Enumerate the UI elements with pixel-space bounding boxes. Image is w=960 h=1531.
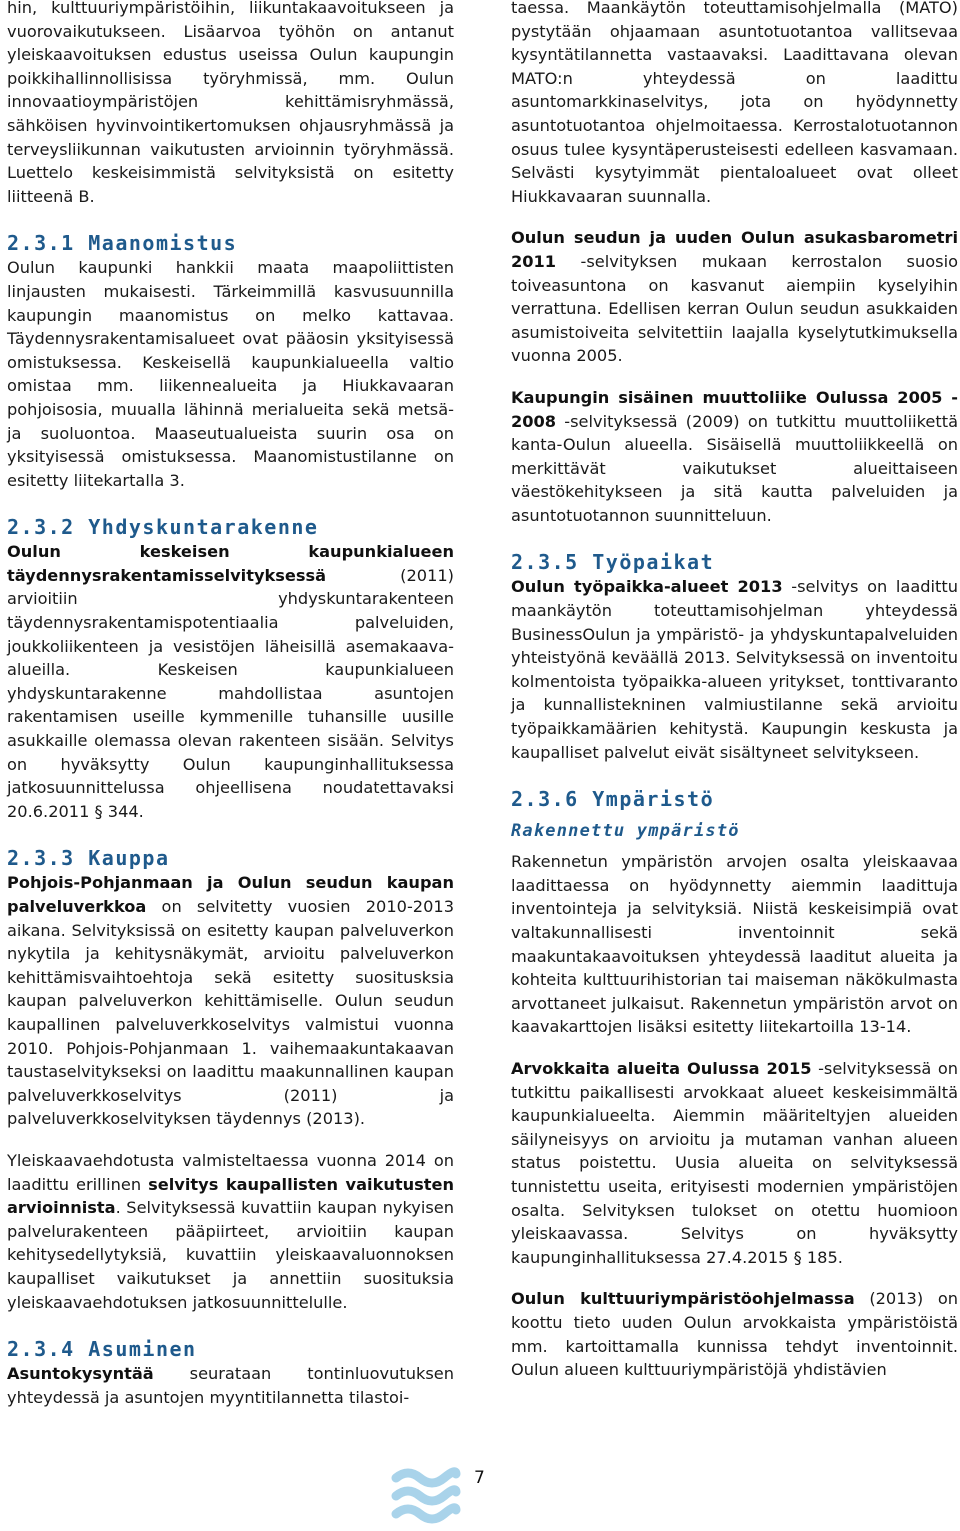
report-title: selvitys kaupallisten vaikutusten arvioinnista — [7, 1174, 454, 1218]
wave-line — [396, 1490, 456, 1501]
report-title: Oulun keskeisen kaupunkialueen täydennysrakentamisselvityksessä — [7, 542, 454, 585]
wave-line — [396, 1472, 456, 1483]
paragraph-kulttuuriymparisto: Oulun kulttuuriympäristöohjelmassa (2013) on koottu tieto uuden Oulun arvokkaista ympäristöistä mm. kartoittamalla kunnissa tehdyt inventoinnit. Oulun alueen kulttuuriympäristöjä yhdistävien — [511, 1289, 958, 1380]
wave-lines — [396, 1472, 456, 1519]
paragraph-maanomistus: Oulun kaupunki hankkii maata maapoliittisten linjausten mukaisesti. Tärkeimmillä kasvusuunnilla kaupungin maanomistus on melko kattavaa. Täydennysrakentamisalueet ovat pääosin yksityisessä omistuksessa. Keskeisellä kaupunkialueella valtio omistaa mm. liikennealueita ja Hiukkavaaran pohjoisosia, muualla lähinnä merialueita sekä metsä- ja suoluontoa. Maaseutualueista suurin osa on yksityisessä omistuksessa. Maanomistustilanne on esitetty liitekartalla 3. — [7, 258, 454, 490]
heading-yhdyskuntarakenne: 2.3.2 Yhdyskuntarakenne — [7, 515, 319, 540]
wave-logo-icon — [390, 1466, 462, 1526]
paragraph-asukasbarometri: Oulun seudun ja uuden Oulun asukasbarometri 2011 -selvityksen mukaan kerrostalon suosio toiveasuntona on kasvanut aiempiin kyselyihin verrattuna. Edellisen kerran Oulun seudun asukkaiden asumistoiveita selvitettiin laajalla kyselytutkimuksella vuonna 2005. — [511, 228, 958, 366]
heading-kauppa: 2.3.3 Kauppa — [7, 846, 170, 871]
paragraph-muuttoliike: Kaupungin sisäinen muuttoliike Oulussa 2005 - 2008 -selvityksessä (2009) on tutkittu muuttoliikettä kanta-Oulun alueella. Sisäisellä muuttoliikkeellä on merkittävät vaikutukset alueittaiseen väestökehitykseen ja sitä kautta palveluiden ja asuntotuotannon suunnitteluun. — [511, 387, 958, 525]
report-title: Oulun kulttuuriympäristöohjelmassa — [511, 1289, 855, 1309]
paragraph-tyopaikat: Oulun työpaikka-alueet 2013 -selvitys on laadittu maankäytön toteuttamisohjelman yhteydessä BusinessOulun ja ympäristö- ja yhdyskuntapalveluiden yhteistyönä keväällä 2013. Selvityksessä on inventoitu kolmentoista työpaikka-alueen yritykset, tonttivaranto ja kunnallistekninen valmiustilanne sekä arvioitu työpaikkamäärien kehitystä. Kaupungin keskusta ja kaupalliset palvelut eivät sisältyneet selvitykseen. — [511, 577, 958, 762]
paragraph-kauppa-2: Yleiskaavaehdotusta valmisteltaessa vuonna 2014 on laadittu erillinen selvitys kaupallisten vaikutusten arvioinnista. Selvityksessä kuvattiin kaupan nykyisen palvelurakenteen pääpiirteet, arvioitiin kaupan kehitysedellytyksiä, kuvattiin yleiskaavaluonnoksen kaupalliset vaikutukset ja annettiin suosituksia yleiskaavaehdotuksen jatkosuunnittelulle. — [7, 1150, 454, 1312]
heading-ymparisto: 2.3.6 Ympäristö — [511, 787, 715, 812]
paragraph-rakennettu-ymparisto: Rakennetun ympäristön arvojen osalta yleiskaavaa laadittaessa on hyödynnetty aiemmin laadittuja inventointeja ja selvityksiä. Niistä keskeisimpiä ovat valtakunnallisesti inventoinnit sekä maakuntakaavoituksen yhteydessä laaditut alueita ja kohteita kulttuurihistorian tai maiseman näkökulmasta arvottaneet julkaisut. Rakennetun ympäristön arvot on kaavakarttojen lisäksi esitetty liitekartoilla 13-14. — [511, 852, 958, 1037]
right-column — [511, 0, 958, 1382]
paragraph-asuminen: Asuntokysyntää seurataan tontinluovutuksen yhteydessä ja asuntojen myyntitilannetta tilastoi- — [7, 1364, 454, 1407]
heading-tyopaikat: 2.3.5 Työpaikat — [511, 550, 715, 575]
page-number: 7 — [474, 1468, 485, 1488]
left-column — [7, 0, 454, 1409]
report-title: Pohjois-Pohjanmaan ja Oulun seudun kaupan palveluverkkoa — [7, 873, 454, 916]
heading-maanomistus: 2.3.1 Maanomistus — [7, 231, 238, 256]
paragraph-yhdyskuntarakenne: Oulun keskeisen kaupunkialueen täydennysrakentamisselvityksessä (2011) arvioitiin yhdyskuntarakenteen täydennysrakentamispotentiaalia palveluiden, joukkoliikenteen ja vesistöjen läheisillä asemakaava-alueilla. Keskeisen kaupunkialueen yhdyskuntarakenne mahdollistaa asuntojen rakentamisen useille kymmenille tuhansille uusille asukkaille olemassa olevan rakenteen sisään. Selvitys on hyväksytty Oulun kaupunginhallituksessa jatkosuunnittelussa ohjeellisena noudatettavaksi 20.6.2011 § 344. — [7, 542, 454, 821]
paragraph-arvokkaita-alueita: Arvokkaita alueita Oulussa 2015 -selvityksessä on tutkittu paikallisesti arvokkaat alueet keskeisimmältä kaupunkialueelta. Aiemmin määriteltyjen alueiden säilyneisyys on arvioitu ja mutaman vanhan alueen status poistettu. Uusia alueita on selvityksessä tunnistettu useita, erityisesti modernien ympäristöjen osalta. Selvityksen tulokset on otettu huomioon yleiskaavassa. Selvitys on hyväksytty kaupunginhallituksessa 27.4.2015 § 185. — [511, 1058, 959, 1267]
report-title: Oulun työpaikka-alueet 2013 — [511, 577, 783, 597]
heading-asuminen: 2.3.4 Asuminen — [7, 1337, 197, 1362]
paragraph-kauppa: Pohjois-Pohjanmaan ja Oulun seudun kaupan palveluverkkoa on selvitetty vuosien 2010-2013 aikana. Selvityksissä on esitetty kaupan palveluverkon nykytila ja kehitysnäkymät, arvioitu palveluverkon kehittämisvaihtoehtoja sekä esitetty suositusksia kaupan palveluverkon kehittämiselle. Oulun seudun kaupallinen palveluverkkoselvitys valmistui vuonna 2010. Pohjois-Pohjanmaan 1. vaihemaakuntakaavan taustaselvitykseksi on laadittu maakunnallinen kaupan palveluverkkoselvitys (2011) ja palveluverkkoselvityksen täydennys (2013). — [7, 873, 454, 1129]
wave-line — [396, 1508, 456, 1519]
report-title: Kaupungin sisäinen muuttoliike Oulussa 2005 - 2008 — [511, 387, 958, 431]
report-title: Oulun seudun ja uuden Oulun asukasbarometri 2011 — [511, 228, 958, 271]
subheading-rakennettu-ymparisto: Rakennettu ympäristö — [511, 821, 740, 842]
report-title: Arvokkaita alueita Oulussa 2015 — [511, 1058, 812, 1078]
paragraph-asuminen-cont: taessa. Maankäytön toteuttamisohjelmalla (MATO) pystytään ohjaamaan asuntotuotantoa vallitsevaa kysyntätilannetta vastaavaksi. Laadittavana olevan MATO:n yhteydessä on laadittu asuntomarkkinaselvitys, jota on hyödynnetty asuntotuotantoa ohjelmoitaessa. Kerrostalotuotannon osuus tulee kysyntäperusteisesti edelleen kasvamaan. Selvästi kysytyimmät pientaloalueet ovat olleet Hiukkavaaran suunnalla. — [511, 0, 958, 206]
report-title: Asuntokysyntää — [7, 1364, 154, 1384]
intro-paragraph: hin, kulttuuriympäristöihin, liikuntakaavoitukseen ja vuorovaikutukseen. Lisäarvoa työhön on antanut yleiskaavoituksen edustus useissa Oulun kaupungin poikkihallinnollisissa työryhmissä, mm. Oulun innovaatioympäristöjen kehittämisryhmässä, sähköisen hyvinvointikertomuksen ohjausryhmässä ja terveysliikunnan vaikutusten arvioinnin työryhmässä. Luettelo keskeisimmistä selvityksistä on esitetty liitteenä B. — [7, 0, 454, 206]
